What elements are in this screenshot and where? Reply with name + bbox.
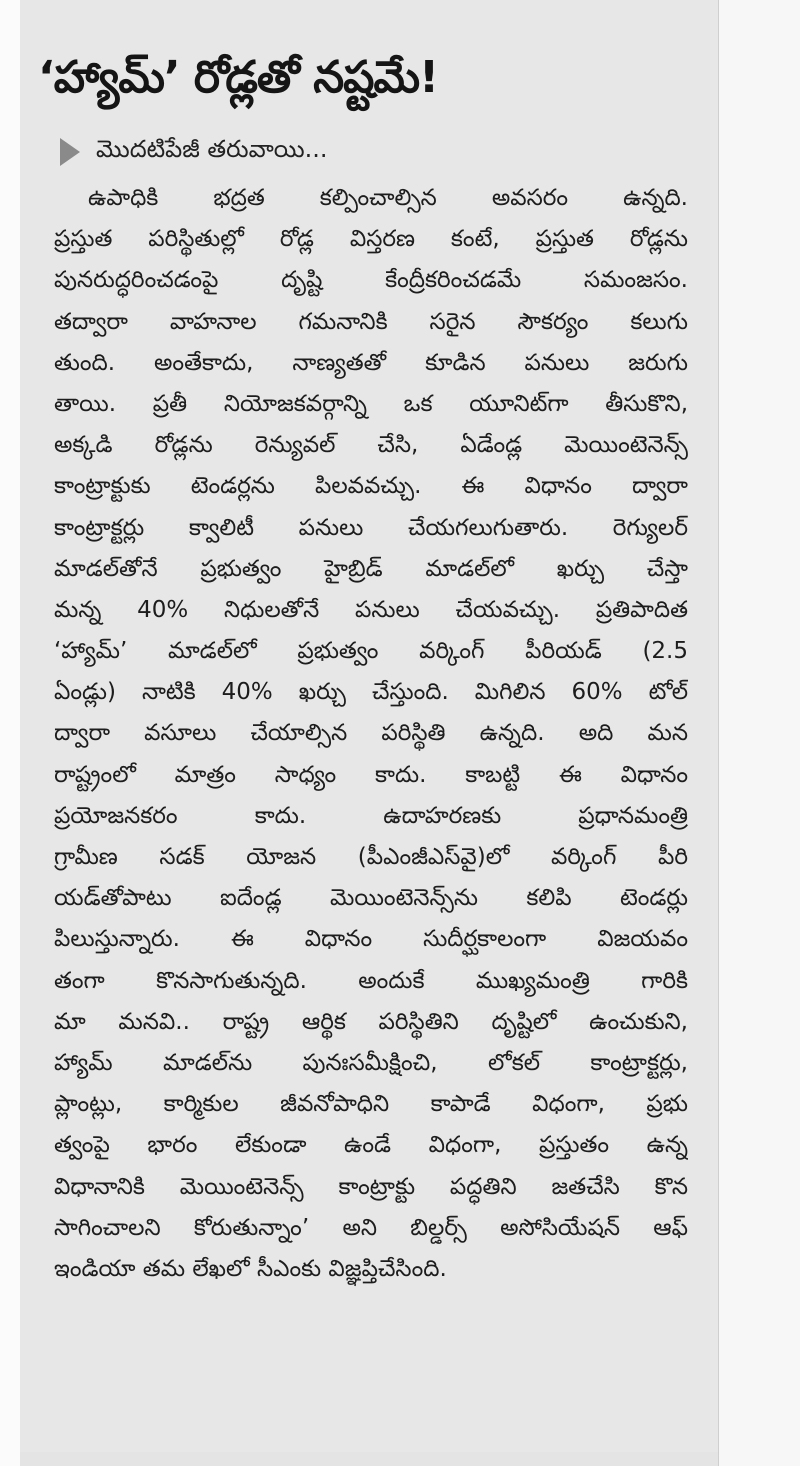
body-line: తద్వారా వాహనాల గమనానికి సరైన సౌకర్యం కలుగు bbox=[54, 308, 688, 335]
body-line: తాయి. ప్రతీ నియోజకవర్గాన్ని ఒక యూనిట్‌గా తీసుకొని, bbox=[54, 390, 688, 417]
body-line: మన్న 40% నిధులతోనే పనులు చేయవచ్చు. ప్రతిపాదిత bbox=[54, 596, 688, 623]
body-line: అక్కడి రోడ్లను రెన్యువల్ చేసి, ఏడేండ్ల మెయింటెనెన్స్ bbox=[54, 432, 688, 459]
page-right-margin bbox=[719, 0, 800, 1466]
body-line: ద్వారా వసూలు చేయాల్సిన పరిస్థితి ఉన్నది. అది మన bbox=[54, 720, 688, 747]
page-left-margin bbox=[0, 0, 20, 1466]
body-line: ప్లాంట్లు, కార్మికుల జీవనోపాధిని కాపాడే విధంగా, ప్రభు bbox=[54, 1091, 688, 1118]
arrow-right-icon bbox=[60, 138, 80, 166]
body-line: ప్రస్తుత పరిస్థితుల్లో రోడ్ల విస్తరణ కంటే, ప్రస్తుత రోడ్లను bbox=[54, 226, 688, 253]
body-line: రాష్ట్రంలో మాత్రం సాధ్యం కాదు. కాబట్టి ఈ విధానం bbox=[54, 761, 688, 788]
body-line: ‘హ్యామ్’ మాడల్‌లో ప్రభుత్వం వర్కింగ్ పీరియడ్ (2.5 bbox=[54, 638, 688, 665]
body-line: హ్యామ్ మాడల్‌ను పునఃసమీక్షించి, లోకల్ కాంట్రాక్టర్లు, bbox=[54, 1049, 688, 1076]
body-line: పునరుద్ధరించడంపై దృష్టి కేంద్రీకరించడమే సమంజసం. bbox=[54, 267, 688, 294]
body-line: త్వంపై భారం లేకుండా ఉండే విధంగా, ప్రస్తుతం ఉన్న bbox=[54, 1132, 688, 1159]
body-line: పిలుస్తున్నారు. ఈ విధానం సుదీర్ఘకాలంగా విజయవం bbox=[54, 926, 688, 953]
body-line: మాడల్‌తోనే ప్రభుత్వం హైబ్రిడ్ మాడల్‌లో ఖర్చు చేస్తా bbox=[54, 555, 688, 582]
continuation-kicker bbox=[60, 130, 328, 174]
body-line: మా మనవి.. రాష్ట్ర ఆర్థిక పరిస్థితిని దృష్టిలో ఉంచుకుని, bbox=[54, 1008, 688, 1035]
column-bottom-edge bbox=[20, 1452, 718, 1466]
body-line: తుంది. అంతేకాదు, నాణ్యతతో కూడిన పనులు జరుగు bbox=[54, 349, 688, 376]
body-line: కాంట్రాక్టర్లు క్వాలిటీ పనులు చేయగలుగుతారు. రెగ్యులర్ bbox=[54, 514, 688, 541]
body-line: విధానానికి మెయింటెనెన్స్ కాంట్రాక్టు పద్ధతిని జతచేసి కొన bbox=[54, 1173, 688, 1200]
body-line: తంగా కొనసాగుతున్నది. అందుకే ముఖ్యమంత్రి గారికి bbox=[54, 967, 688, 994]
continuation-label: మొదటిపేజీ తరువాయి... bbox=[96, 135, 328, 163]
body-line: కాంట్రాక్టుకు టెండర్లను పిలవవచ్చు. ఈ విధానం ద్వారా bbox=[54, 473, 688, 500]
body-line: ఏండ్లు) నాటికి 40% ఖర్చు చేస్తుంది. మిగిలిన 60% టోల్ bbox=[54, 679, 688, 706]
body-line: గ్రామీణ సడక్ యోజన (పీఎంజీఎస్‌వై)లో వర్కింగ్ పీరి bbox=[54, 844, 688, 870]
body-line: యడ్‌తోపాటు ఐదేండ్ల మెయింటెనెన్స్‌ను కలిపి టెండర్లు bbox=[54, 885, 688, 912]
article-body bbox=[54, 178, 688, 1290]
body-line: ఇండియా తమ లేఖలో సీఎంకు విజ్ఞప్తిచేసింది. bbox=[54, 1255, 447, 1282]
body-line: ఉపాధికి భద్రత కల్పించాల్సిన అవసరం ఉన్నది. bbox=[88, 185, 688, 211]
article-headline: ‘హ్యామ్’ రోడ్లతో నష్టమే! bbox=[38, 52, 439, 103]
body-line: ప్రయోజనకరం కాదు. ఉదాహరణకు ప్రధానమంత్రి bbox=[54, 802, 688, 829]
body-line: సాగించాలని కోరుతున్నాం’ అని బిల్డర్స్ అసోసియేషన్ ఆఫ్ bbox=[54, 1214, 688, 1241]
